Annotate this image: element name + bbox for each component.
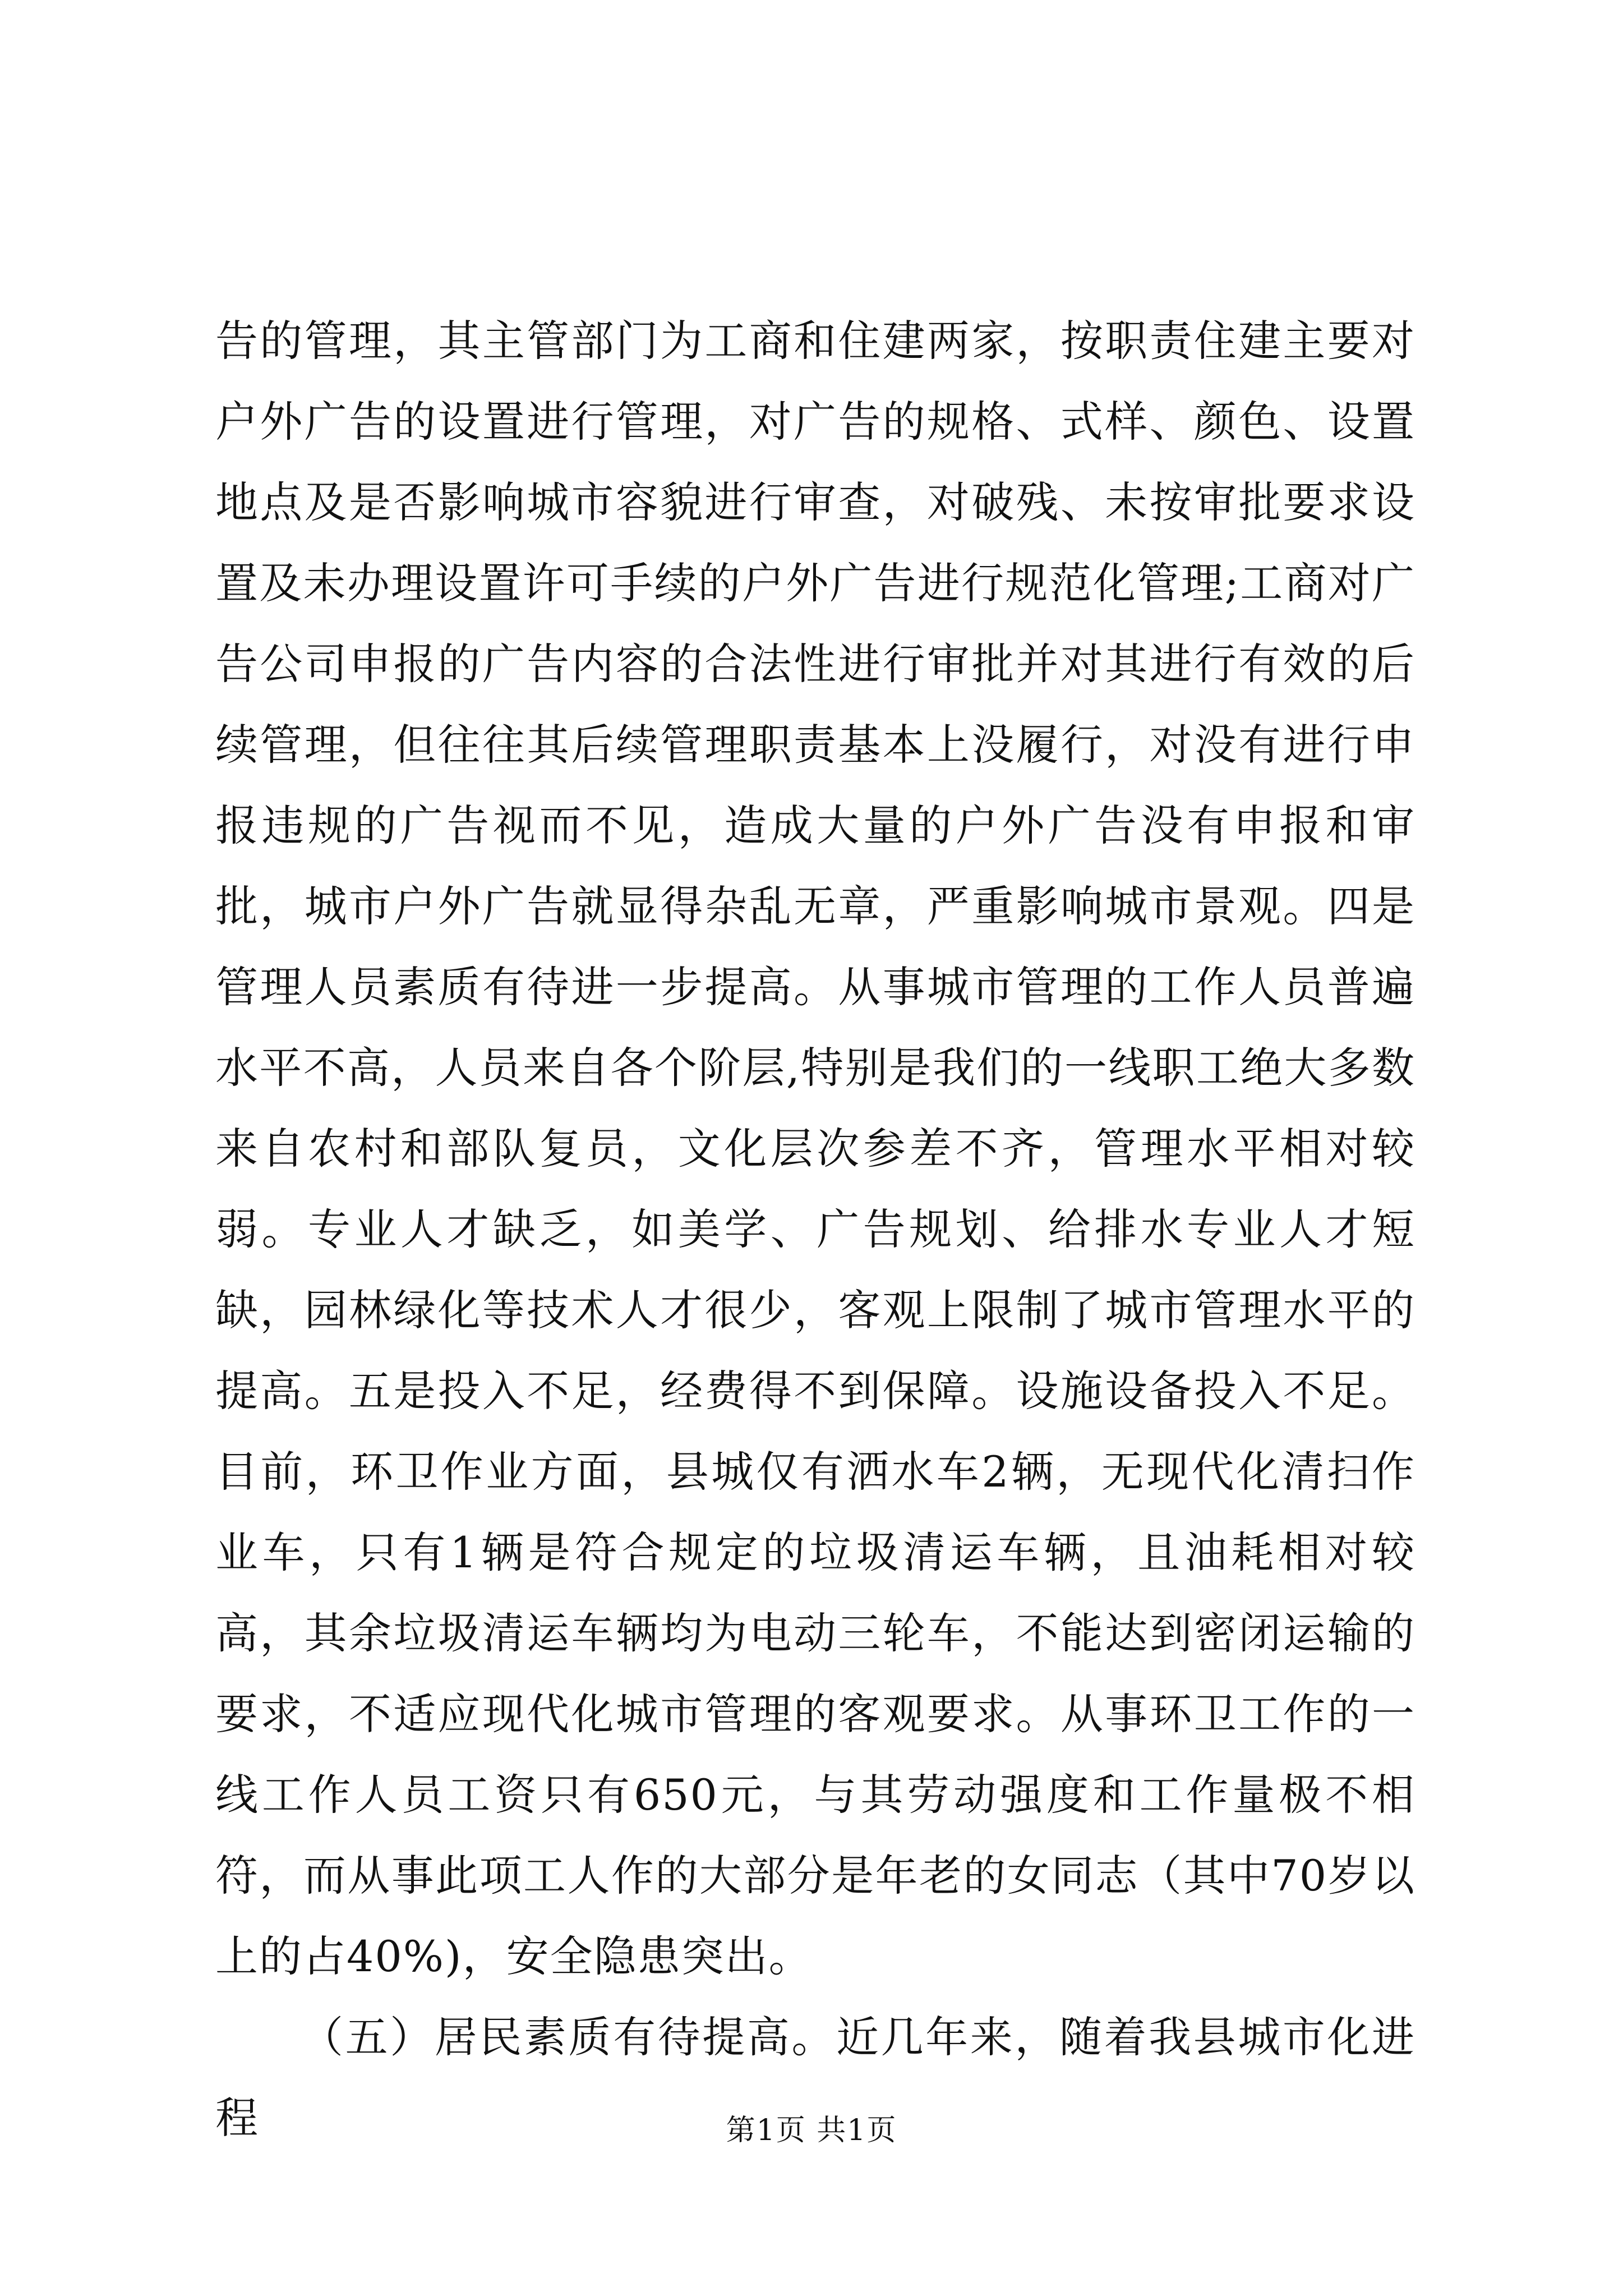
paragraph-section-five: （五）居民素质有待提高。近几年来，随着我县城市化进程 bbox=[215, 2012, 1415, 2143]
document-body bbox=[215, 301, 1415, 2159]
paragraph-continuation: 告的管理，其主管部门为工商和住建两家，按职责住建主要对户外广告的设置进行管理，对广告的规格、式样、颜色、设置地点及是否影响城市容貌进行审查，对破残、未按审批要求设置及未办理设置许可手续的户外广告进行规范化管理;工商对广告公司申报的广告内容的合法性进行审批并对其进行有效的后续管理，但往往其后续管理职责基本上没履行，对没有进行申报违规的广告视而不见，造成大量的户外广告没有申报和审批，城市户外广告就显得杂乱无章，严重影响城市景观。四是管理人员素质有待进一步提高。从事城市管理的工作人员普遍水平不高，人员来自各个阶层,特别是我们的一线职工绝大多数来自农村和部队复员，文化层次参差不齐，管理水平相对较弱。专业人才缺乏，如美学、广告规划、给排水专业人才短缺，园林绿化等技术人才很少，客观上限制了城市管理水平的提高。五是投入不足，经费得不到保障。设施设备投入不足。目前，环卫作业方面，县城仅有洒水车2辆，无现代化清扫作业车，只有1辆是符合规定的垃圾清运车辆，且油耗相对较高，其余垃圾清运车辆均为电动三轮车，不能达到密闭运输的要求，不适应现代化城市管理的客观要求。从事环卫工作的一线工作人员工资只有650元，与其劳动强度和工作量极不相符，而从事此项工人作的大部分是年老的女同志（其中70岁以上的占40%)，安全隐患突出。 bbox=[215, 316, 1415, 1981]
page-number-footer: 第1页 共1页 bbox=[726, 2114, 897, 2147]
